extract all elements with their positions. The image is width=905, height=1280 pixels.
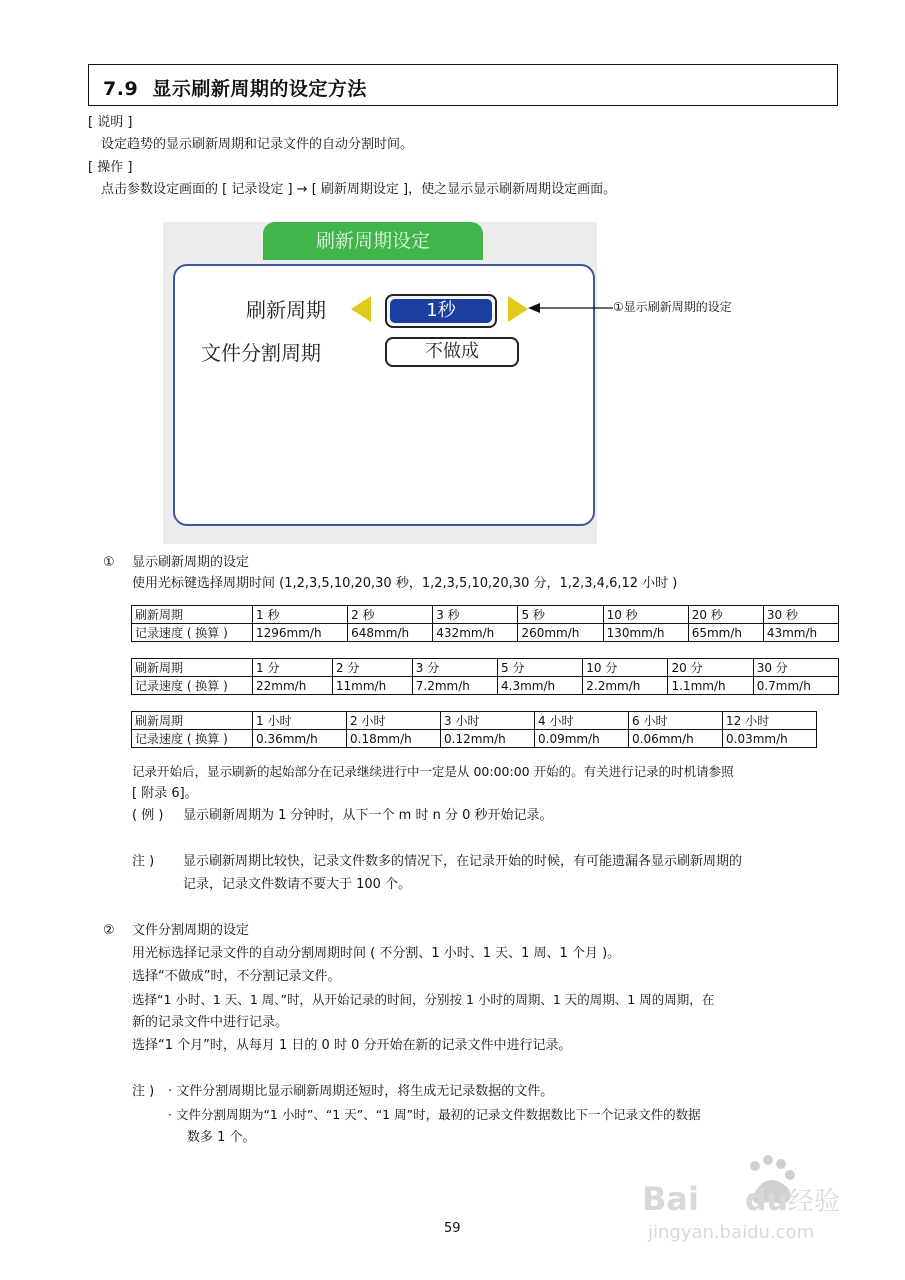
note1-label: 注 ) xyxy=(132,854,155,869)
table-cell: 43mm/h xyxy=(763,624,838,642)
note2-bullet1: · 文件分割周期比显示刷新周期还短时，将生成无记录数据的文件。 xyxy=(168,1084,554,1099)
refresh-period-value: 1秒 xyxy=(390,299,492,323)
baidu-watermark-logo xyxy=(640,1150,850,1245)
notes1-line2: [ 附录 6]。 xyxy=(132,786,198,801)
table-cell: 2 秒 xyxy=(348,606,433,624)
table-cell: 432mm/h xyxy=(433,624,518,642)
table-cell: 1 秒 xyxy=(253,606,348,624)
item1-title: 显示刷新周期的设定 xyxy=(132,555,250,570)
table-row xyxy=(132,677,839,695)
item1-desc: 使用光标键选择周期时间 (1,2,3,5,10,20,30 秒，1,2,3,5,10,20,30 分，1,2,3,4,6,12 小时 ) xyxy=(132,576,678,591)
svg-text:经验: 经验 xyxy=(788,1187,841,1217)
section-heading xyxy=(88,64,838,106)
file-split-selector[interactable]: 不做成 xyxy=(385,337,519,367)
callout-arrow-icon xyxy=(528,298,613,318)
hours-table xyxy=(131,711,817,748)
table-cell: 1 小时 xyxy=(253,712,347,730)
table-cell: 0.03mm/h xyxy=(723,730,817,748)
seconds-table xyxy=(131,605,839,642)
operation-text: 点击参数设定画面的 [ 记录设定 ] → [ 刷新周期设定 ]，使之显示显示刷新周期设定画面。 xyxy=(101,182,617,197)
table-cell: 0.12mm/h xyxy=(441,730,535,748)
table-cell: 10 分 xyxy=(583,659,668,677)
note2-label: 注 ) xyxy=(132,1084,155,1099)
notes1-line1: 记录开始后，显示刷新的起始部分在记录继续进行中一定是从 00:00:00 开始的。有关进行记录的时机请参照 xyxy=(132,764,734,779)
row-label: 记录速度 ( 换算 ) xyxy=(132,624,253,642)
file-split-label: 文件分割周期 xyxy=(201,341,321,365)
table-cell: 0.06mm/h xyxy=(629,730,723,748)
table-row xyxy=(132,659,839,677)
note2-bullet2-line1: · 文件分割周期为“1 小时”、“1 天”、“1 周”时，最初的记录文件数据数比下一个记录文件的数据 xyxy=(168,1107,701,1122)
table-cell: 2.2mm/h xyxy=(583,677,668,695)
table-cell: 0.18mm/h xyxy=(347,730,441,748)
table-cell: 260mm/h xyxy=(518,624,603,642)
explanation-label: [ 说明 ] xyxy=(88,115,133,130)
screen-tab-title: 刷新周期设定 xyxy=(263,222,483,260)
table-cell: 22mm/h xyxy=(253,677,333,695)
minutes-table xyxy=(131,658,839,695)
section-number: 7.9 xyxy=(103,78,139,100)
note1-line1: 显示刷新周期比较快，记录文件数多的情况下，在记录开始的时候，有可能遗漏各显示刷新周期的 xyxy=(183,854,743,869)
table-cell: 10 秒 xyxy=(603,606,688,624)
table-cell: 3 分 xyxy=(412,659,497,677)
table-cell: 30 秒 xyxy=(763,606,838,624)
table-cell: 12 小时 xyxy=(723,712,817,730)
svg-text:Bai: Bai xyxy=(642,1180,699,1218)
table-row xyxy=(132,606,839,624)
increase-arrow-icon[interactable] xyxy=(508,296,528,322)
section-title-text: 显示刷新周期的设定方法 xyxy=(152,78,367,100)
table-cell: 648mm/h xyxy=(348,624,433,642)
table-cell: 11mm/h xyxy=(332,677,412,695)
table-cell: 1296mm/h xyxy=(253,624,348,642)
table-cell: 5 分 xyxy=(498,659,583,677)
table-row xyxy=(132,730,817,748)
refresh-period-label: 刷新周期 xyxy=(246,298,326,322)
table-cell: 0.09mm/h xyxy=(535,730,629,748)
table-cell: 20 秒 xyxy=(688,606,763,624)
table-row xyxy=(132,712,817,730)
table-cell: 3 秒 xyxy=(433,606,518,624)
table-cell: 30 分 xyxy=(753,659,838,677)
table-cell: 0.7mm/h xyxy=(753,677,838,695)
section-title xyxy=(103,74,367,101)
table-cell: 7.2mm/h xyxy=(412,677,497,695)
item2-marker: ② xyxy=(103,923,115,938)
table-cell: 65mm/h xyxy=(688,624,763,642)
example-text: 显示刷新周期为 1 分钟时，从下一个 m 时 n 分 0 秒开始记录。 xyxy=(183,808,553,823)
table-cell: 0.36mm/h xyxy=(253,730,347,748)
item2-line4: 新的记录文件中进行记录。 xyxy=(132,1015,289,1030)
table-cell: 3 小时 xyxy=(441,712,535,730)
item2-title: 文件分割周期的设定 xyxy=(132,923,250,938)
table-row xyxy=(132,624,839,642)
table-cell: 6 小时 xyxy=(629,712,723,730)
table-cell: 20 分 xyxy=(668,659,753,677)
row-label: 刷新周期 xyxy=(132,712,253,730)
svg-text:du: du xyxy=(745,1183,788,1218)
note1-line2: 记录，记录文件数请不要大于 100 个。 xyxy=(183,877,412,892)
row-label: 刷新周期 xyxy=(132,659,253,677)
callout-text: ①显示刷新周期的设定 xyxy=(613,300,732,314)
table-cell: 130mm/h xyxy=(603,624,688,642)
example-label: ( 例 ) xyxy=(132,808,164,823)
item2-line3: 选择“1 小时、1 天、1 周、”时，从开始记录的时间，分别按 1 小时的周期、1 天的周期、1 周的周期，在 xyxy=(132,992,715,1007)
refresh-period-selector[interactable] xyxy=(385,294,497,328)
row-label: 刷新周期 xyxy=(132,606,253,624)
decrease-arrow-icon[interactable] xyxy=(351,296,371,322)
page-number: 59 xyxy=(444,1221,461,1236)
operation-label: [ 操作 ] xyxy=(88,160,133,175)
table-cell: 2 分 xyxy=(332,659,412,677)
item2-line1: 用光标选择记录文件的自动分割周期时间 ( 不分割、1 小时、1 天、1 周、1 个月 )。 xyxy=(132,946,621,961)
table-cell: 1.1mm/h xyxy=(668,677,753,695)
item2-line5: 选择“1 个月”时，从每月 1 日的 0 时 0 分开始在新的记录文件中进行记录。 xyxy=(132,1038,572,1053)
table-cell: 2 小时 xyxy=(347,712,441,730)
table-cell: 4.3mm/h xyxy=(498,677,583,695)
table-cell: 1 分 xyxy=(253,659,333,677)
svg-text:jingyan.baidu.com: jingyan.baidu.com xyxy=(648,1222,815,1243)
explanation-text: 设定趋势的显示刷新周期和记录文件的自动分割时间。 xyxy=(101,137,414,152)
settings-screen xyxy=(163,222,597,544)
note2-bullet2-line2: 数多 1 个。 xyxy=(187,1130,256,1145)
table-cell: 4 小时 xyxy=(535,712,629,730)
item1-marker: ① xyxy=(103,555,115,570)
row-label: 记录速度 ( 换算 ) xyxy=(132,677,253,695)
row-label: 记录速度 ( 换算 ) xyxy=(132,730,253,748)
table-cell: 5 秒 xyxy=(518,606,603,624)
item2-line2: 选择“不做成”时，不分割记录文件。 xyxy=(132,969,341,984)
